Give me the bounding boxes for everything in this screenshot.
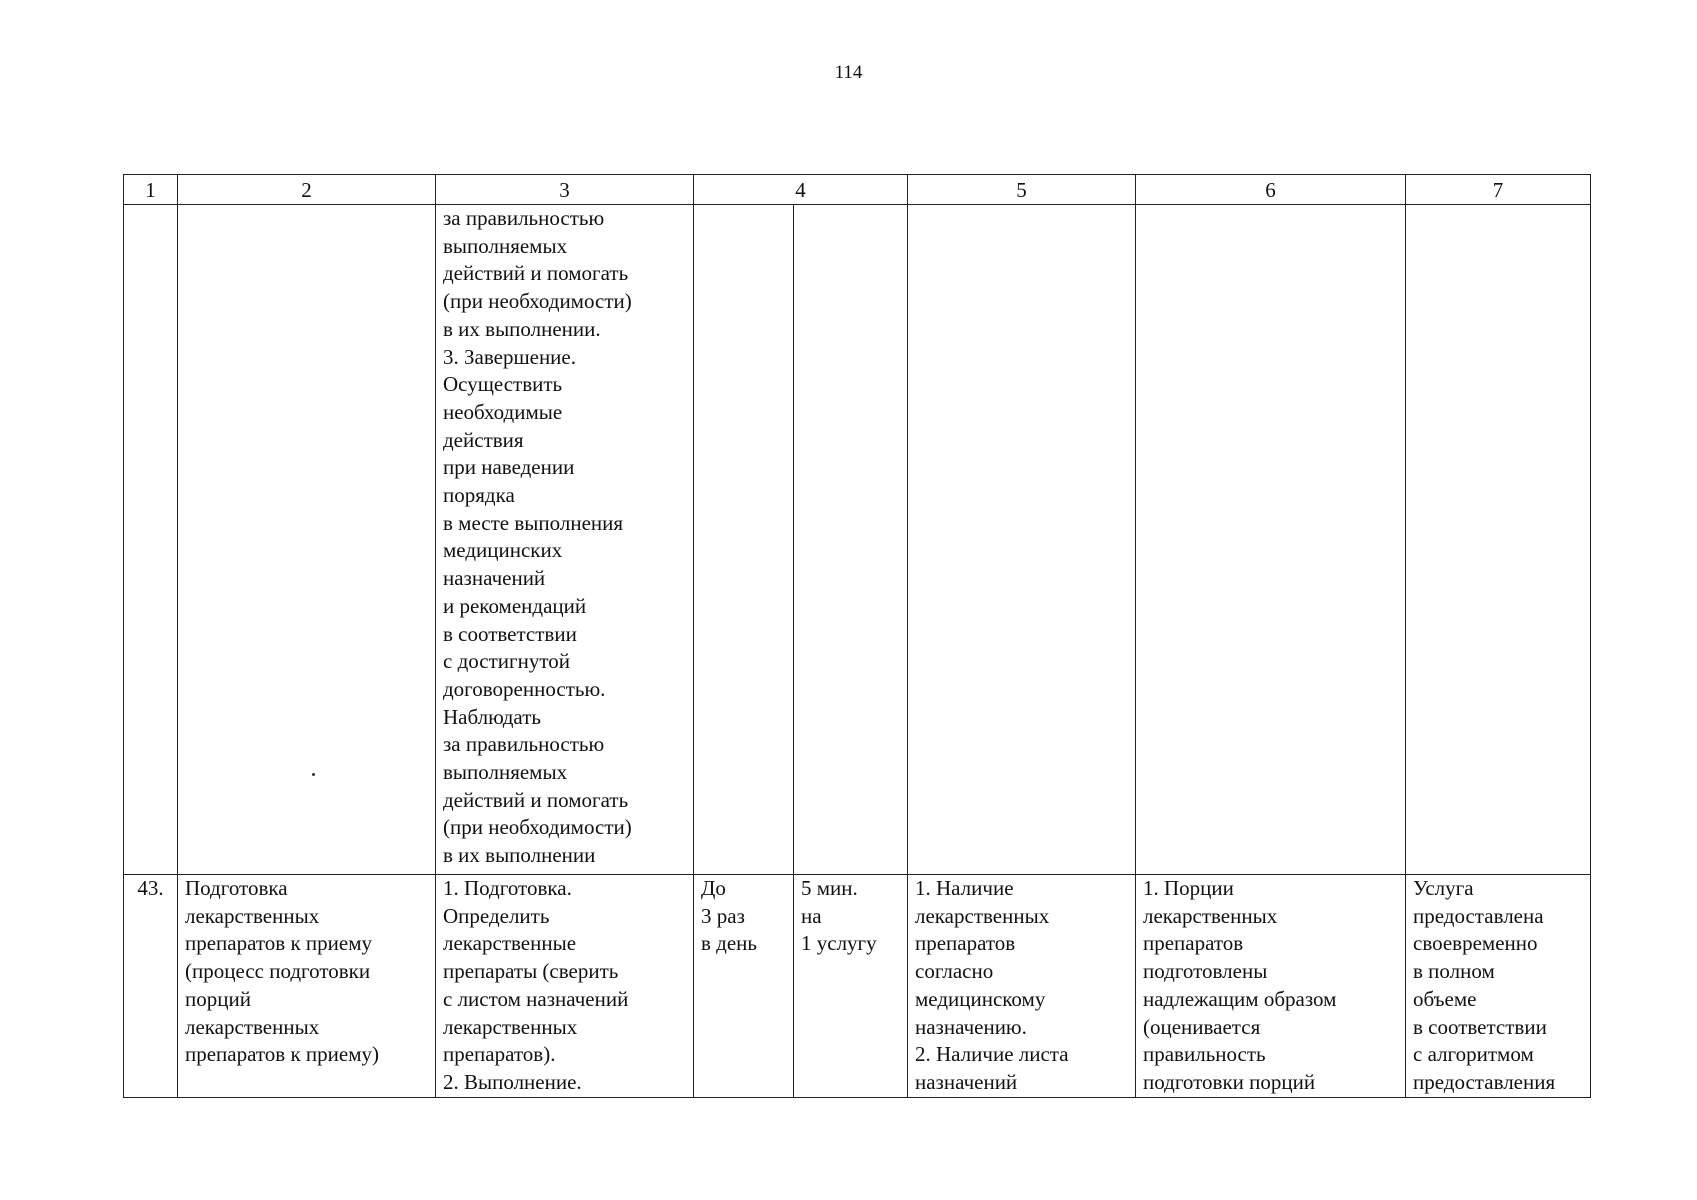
- row-number-cell: 43.: [124, 875, 178, 1098]
- column-number: 7: [1406, 175, 1591, 205]
- scan-speck: [312, 773, 315, 776]
- column-number: 4: [694, 175, 908, 205]
- evaluation-cell: [1406, 205, 1591, 875]
- service-description-cell: 1. Подготовка. Определить лекарственные препараты (сверить с листом назначений лекарственных препаратов). 2. Выполнение.: [436, 875, 694, 1098]
- column-number: 6: [1136, 175, 1406, 205]
- service-name-cell: Подготовка лекарственных препаратов к приему (процесс подготовки порций лекарственных препаратов к приему): [178, 875, 436, 1098]
- conditions-cell: 1. Наличие лекарственных препаратов согласно медицинскому назначению. 2. Наличие листа назначений: [908, 875, 1136, 1098]
- row-number-cell: [124, 205, 178, 875]
- column-number: 5: [908, 175, 1136, 205]
- evaluation-cell: Услуга предоставлена своевременно в полном объеме в соответствии с алгоритмом предоставления: [1406, 875, 1591, 1098]
- quality-indicators-cell: 1. Порции лекарственных препаратов подготовлены надлежащим образом (оценивается правильность подготовки порций: [1136, 875, 1406, 1098]
- services-table: [123, 174, 1591, 1098]
- duration-cell: 5 мин. на 1 услугу: [794, 875, 908, 1098]
- duration-cell: [794, 205, 908, 875]
- column-number: 1: [124, 175, 178, 205]
- table-row-43: [124, 875, 1591, 1098]
- page-number: 114: [834, 62, 863, 83]
- column-number: 3: [436, 175, 694, 205]
- conditions-cell: [908, 205, 1136, 875]
- column-number-row: [124, 175, 1591, 205]
- frequency-cell: До 3 раз в день: [694, 875, 794, 1098]
- frequency-cell: [694, 205, 794, 875]
- service-name-cell: [178, 205, 436, 875]
- column-number: 2: [178, 175, 436, 205]
- service-description-cell: за правильностью выполняемых действий и помогать (при необходимости) в их выполнении. 3. Завершение. Осуществить необходимые действия при наведении порядка в месте выполнения медицинских назначений и рекомендаций в соответствии с достигнутой договоренностью. Наблюдать за правильностью выполняемых действий и помогать (при необходимости) в их выполнении: [436, 205, 694, 875]
- table-row-continuation: [124, 205, 1591, 875]
- quality-indicators-cell: [1136, 205, 1406, 875]
